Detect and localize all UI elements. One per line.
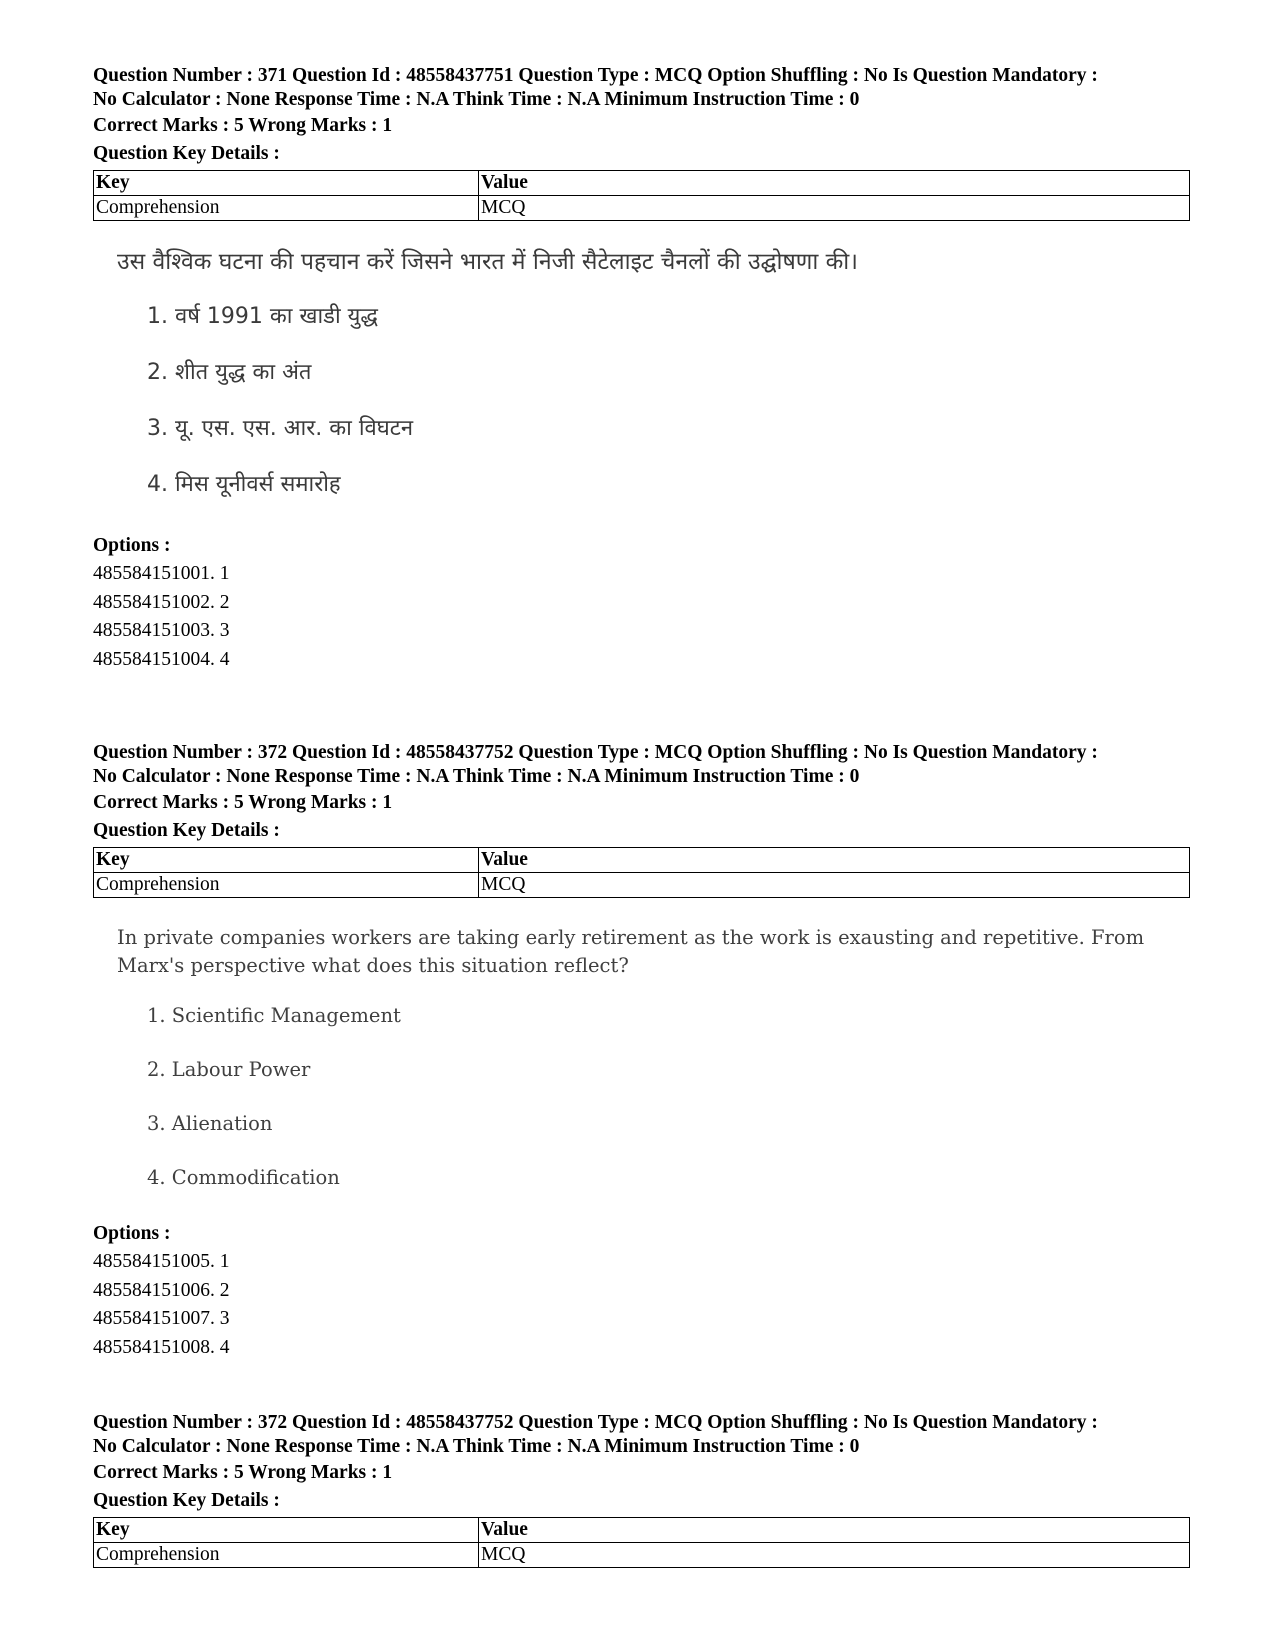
- question-meta-line: Question Number : 371 Question Id : 48558437751 Question Type : MCQ Option Shuffling : No Is Question Mandatory :: [93, 65, 1098, 86]
- option-item: 485584151007. 3: [93, 1308, 230, 1329]
- question-image: [117, 924, 1195, 1192]
- question-image: [117, 247, 1195, 500]
- choice-item: 1. Scientific Management: [147, 1004, 401, 1027]
- question-block-372: [93, 741, 1195, 1362]
- key-details-label: Question Key Details :: [93, 1490, 280, 1511]
- options-label: Options :: [93, 535, 171, 556]
- option-item: 485584151003. 3: [93, 620, 230, 641]
- choice-item: 4. मिस यूनीवर्स समारोह: [147, 472, 341, 497]
- question-meta-line: No Calculator : None Response Time : N.A Think Time : N.A Minimum Instruction Time : 0: [93, 766, 860, 787]
- option-item: 485584151002. 2: [93, 591, 230, 613]
- question-meta-line: Question Number : 372 Question Id : 48558437752 Question Type : MCQ Option Shuffling : No Is Question Mandatory :: [93, 742, 1098, 763]
- question-block-371: [93, 64, 1195, 674]
- table-header-key: Key: [94, 1518, 479, 1543]
- table-cell-value: MCQ: [479, 873, 1190, 898]
- key-details-label: Question Key Details :: [93, 143, 280, 164]
- table-cell-key: Comprehension: [94, 1543, 479, 1568]
- question-block-372-repeat: [93, 1411, 1195, 1568]
- choice-item: 3. यू. एस. एस. आर. का विघटन: [147, 416, 414, 441]
- marks-line: Correct Marks : 5 Wrong Marks : 1: [93, 1462, 393, 1483]
- table-header-key: Key: [94, 848, 479, 873]
- table-header-key: Key: [94, 171, 479, 196]
- table-cell-key: Comprehension: [94, 873, 479, 898]
- question-meta-line: No Calculator : None Response Time : N.A Think Time : N.A Minimum Instruction Time : 0: [93, 89, 860, 110]
- table-cell-value: MCQ: [479, 1543, 1190, 1568]
- table-header-value: Value: [479, 848, 1190, 873]
- choice-item: 2. शीत युद्ध का अंत: [147, 360, 312, 385]
- marks-line: Correct Marks : 5 Wrong Marks : 1: [93, 792, 393, 813]
- option-item: 485584151008. 4: [93, 1336, 230, 1358]
- choice-item: 4. Commodification: [147, 1166, 340, 1189]
- marks-line: Correct Marks : 5 Wrong Marks : 1: [93, 115, 393, 136]
- table-header-value: Value: [479, 1518, 1190, 1543]
- choice-item: 3. Alienation: [147, 1112, 273, 1135]
- key-details-label: Question Key Details :: [93, 820, 280, 841]
- question-stem: उस वैश्विक घटना की पहचान करें जिसने भारत में निजी सैटेलाइट चैनलों की उद्घोषणा की।: [117, 249, 858, 275]
- option-item: 485584151005. 1: [93, 1251, 230, 1272]
- question-stem: In private companies workers are taking early retirement as the work is exausting and repetitive. From Marx's perspective what does this situation reflect?: [117, 926, 1145, 977]
- table-cell-value: MCQ: [479, 196, 1190, 221]
- table-header-value: Value: [479, 171, 1190, 196]
- key-details-table: [93, 170, 1190, 221]
- question-meta-line: Question Number : 372 Question Id : 48558437752 Question Type : MCQ Option Shuffling : No Is Question Mandatory :: [93, 1412, 1098, 1433]
- option-item: 485584151004. 4: [93, 648, 230, 670]
- choice-item: 2. Labour Power: [147, 1058, 311, 1081]
- key-details-table: [93, 847, 1190, 898]
- options-label: Options :: [93, 1223, 171, 1244]
- option-item: 485584151006. 2: [93, 1279, 230, 1301]
- table-cell-key: Comprehension: [94, 196, 479, 221]
- option-item: 485584151001. 1: [93, 563, 230, 584]
- choice-item: 1. वर्ष 1991 का खाडी युद्ध: [147, 304, 378, 329]
- question-meta-line: No Calculator : None Response Time : N.A Think Time : N.A Minimum Instruction Time : 0: [93, 1436, 860, 1457]
- key-details-table: [93, 1517, 1190, 1568]
